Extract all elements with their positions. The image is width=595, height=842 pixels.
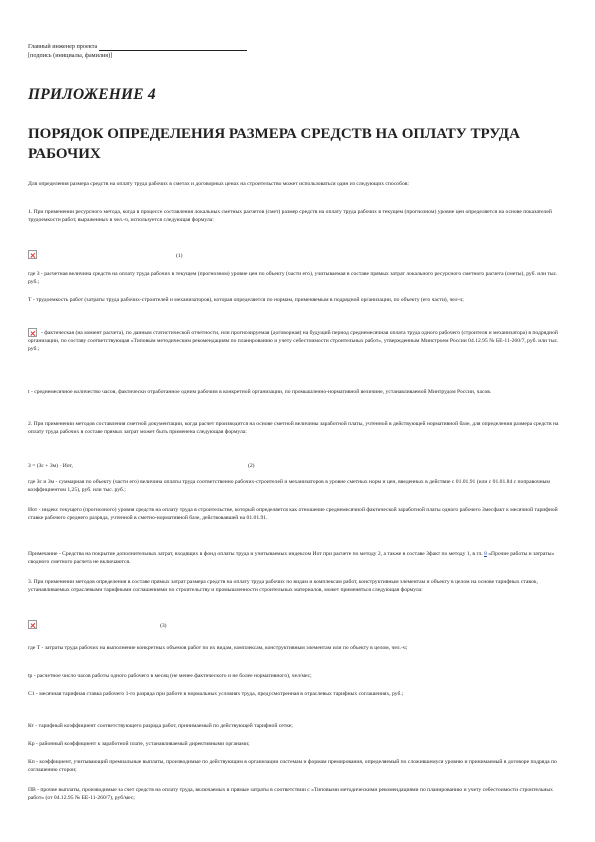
- paragraph-wage-definition: - фактическая (на момент расчета), по данным статистической отчетности, или прогнозируемая (договорная) на будущий период среднемесячная оплата труда одного рабочего (строителя и механизатора) в подрядной организации, по составу соответствующая «Типовым методическим рекомендациям по планированию и учету себестоимости строительных работ», утвержденным Минстроем России 04.12.95 № БЕ-11-260/7, руб. или тыс. руб.;: [28, 330, 559, 353]
- paragraph-c1-definition: С1 - месячная тарифная ставка рабочего 1-го разряда при работе в нормальных условиях труда, предусмотренная в отраслевых тарифных соглашениях, руб.;: [28, 691, 404, 697]
- paragraph-index-definition: Иот - индекс текущего (прогнозного) уровня средств на оплату труда в строительстве, который определяется как отношение среднемесячной фактической заработной платы одного рабочего Змесфакт к месячной тарифной ставке рабочего среднего разряда, учтенной в сметно-нормативной базе, действовавшей на 01.01.91.: [28, 507, 558, 522]
- broken-image-icon: [28, 620, 37, 629]
- paragraph-intro: Для определения размера средств на оплату труда рабочих в сметах и договорных ценах на строительство может использоваться один из следующих способов:: [28, 181, 409, 187]
- chapter-8-link[interactable]: 8: [484, 551, 487, 557]
- signature-caption: [подпись (инициалы, фамилия)]: [28, 52, 113, 59]
- paragraph-method-2: 2. При применении методов составления сметной документации, когда расчет производится на основе сметной величины заработной платы, учтенной в действующей нормативной базе, для определения размера средств на оплату труда рабочих в составе прямых затрат может быть применена следующая формула:: [28, 421, 559, 436]
- paragraph-kr-definition: Кр - районный коэффициент к заработной плате, устанавливаемый директивными органами;: [28, 741, 250, 747]
- formula-3-row: [28, 620, 568, 632]
- broken-image-icon: [28, 250, 37, 259]
- paragraph-t-definition: Т - трудоемкость работ (затраты труда рабочих-строителей и механизаторов), которая определяется по нормам, применяемым в подрядной организации, по объекту (его части), чел-ч;: [28, 297, 464, 303]
- paragraph-note: [28, 550, 568, 566]
- appendix-title: ПРИЛОЖЕНИЕ 4: [28, 86, 156, 103]
- paragraph-method-1: 1. При применении ресурсного метода, когда в процессе составления локальных сметных расчетов (смет) размер средств на оплату труда рабочих в текущем (прогнозном) уровне цен определяется на основе показателей трудоемкости работ, выраженных в чел.-ч, используется следующая формула:: [28, 209, 552, 224]
- paragraph-tr-definition: tр - расчетное число часов работы одного рабочего в месяц (не менее фактического и не более нормативного), чел/мес;: [28, 673, 312, 679]
- formula-3-number: (3): [160, 623, 167, 629]
- paragraph-labor-definition: где Т - затраты труда рабочих на выполнение конкретных объемов работ по их видам, комплексам, конструктивным элементам или по объекту в целом, чел.-ч;: [28, 645, 408, 651]
- formula-2-row: [28, 460, 568, 472]
- paragraph-z-definition: где З - расчетная величина средств на оплату труда рабочих в текущем (прогнозном) уровне цен по объекту (части его), учитываемая в составе прямых затрат локального ресурсного сметного расчета (сметы), руб. или тыс. руб.;: [28, 271, 558, 286]
- note-text-start: Примечание - Средства на покрытие дополнительных затрат, входящих в фонд оплаты труда и учитываемых индексом Иот при расчете по методу 2, а также в составе Зфакт по методу 1, в гл.: [28, 551, 485, 557]
- paragraph-method-3: 3. При применении методов определения в составе прямых затрат размера средств на оплату труда рабочих по видам и комплексам работ, конструктивным элементам и объекту в целом на основе тарифных ставок, устанавливаемых отраслевыми тарифными соглашениями по строительству и промышленности строительных материалов, может применяться следующая формула:: [28, 579, 538, 594]
- paragraph-zs-zm-definition: где Зс и Зм - суммарная по объекту (части его) величина оплаты труда соответственно рабочих-строителей и механизаторов в уровне сметных норм и цен, введенных в действие с 01.01.91 (или с 01.01.84 с поправочным коэффициентом 1,25), руб. или тыс. руб.;: [28, 479, 550, 494]
- paragraph-pv-definition: ПВ - прочие выплаты, производимые за счет средств на оплату труда, включаемых в прямые затраты в соответствии с «Типовыми методическими рекомендациями по планированию и учету себестоимости строительных работ» (от 04.12.95 № БЕ-11-260/7), руб/мес;: [28, 787, 553, 802]
- signature-label: Главный инженер проекта: [28, 43, 98, 50]
- paragraph-hours-definition: t - среднемесячное количество часов, фактически отработанное одним рабочим в конкретной организации, по промышленно-нормативной величине, устанавливаемой Минтрудом России, часов.: [28, 389, 492, 395]
- signature-block: [28, 42, 247, 60]
- signature-line: [99, 44, 247, 51]
- paragraph-kp-definition: Кп - коэффициент, учитывающий премиальные выплаты, производимые по действующим в организации системам и формам премирования, определяемый по сложившемуся уровню и принимаемый в договоре подряда по соглашению сторон;: [28, 759, 557, 774]
- note-text-end: «Прочие работы и затраты» сводного сметного расчета не включаются.: [28, 551, 555, 566]
- main-title: ПОРЯДОК ОПРЕДЕЛЕНИЯ РАЗМЕРА СРЕДСТВ НА ОПЛАТУ ТРУДА РАБОЧИХ: [28, 126, 520, 162]
- formula-1-row: [28, 250, 568, 262]
- formula-2: З = (Зс + Зм) · Иот,: [28, 463, 73, 469]
- formula-1-number: (1): [176, 253, 183, 259]
- paragraph-kt-definition: Кт - тарифный коэффициент соответствующего разряда работ, принимаемый по действующей тарифной сетке;: [28, 723, 293, 729]
- formula-2-number: (2): [248, 463, 255, 469]
